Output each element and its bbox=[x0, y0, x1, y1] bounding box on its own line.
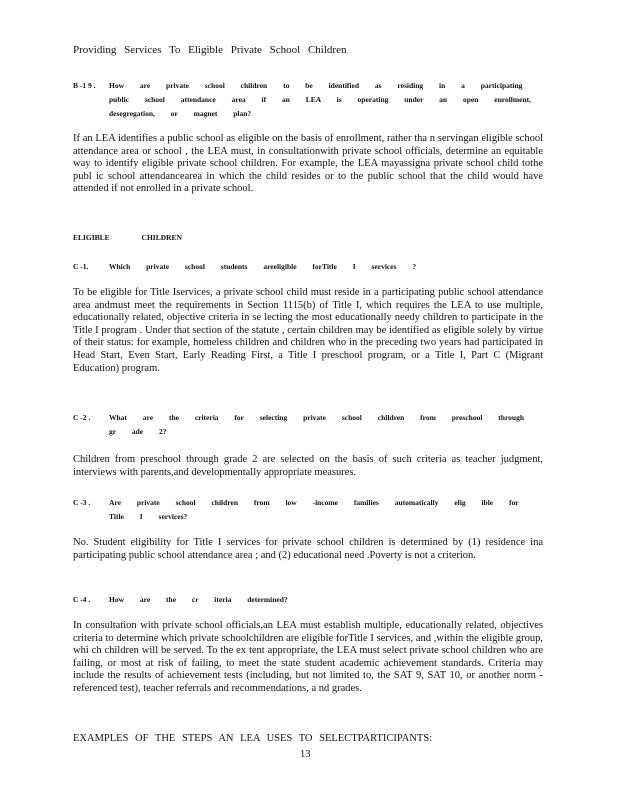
question-text: Are private school children from low -income families automatically elig ible for Title I services? bbox=[109, 498, 519, 521]
question-c1 bbox=[73, 260, 543, 274]
question-number: C -1. bbox=[73, 262, 89, 271]
answer-c1: To be eligible for Title Iservices, a private school child must reside in a participating public school attendance area andmust meet the requirements in Section 1115(b) of Title I, which requires the LEA to use multiple, educationally related, objective criteria in se lecting the most educationally needy children to participate in the Title I program . Under that section of the statute , certain children may be identified as eligible solely by virtue of their status: for example, homeless children and children who in the preceding two years had participated in Head Start, Even Start, Early Reading First, a Title I preschool program, or a Title I, Part C (Migrant Education) program. bbox=[73, 287, 543, 374]
question-text: How are the cr iteria determined? bbox=[109, 595, 288, 604]
page-number: 13 bbox=[300, 749, 311, 760]
question-c4 bbox=[73, 593, 543, 607]
question-text: What are the criteria for selecting private school children from preschool through gr ade 2? bbox=[109, 413, 525, 436]
question-number: C -2 . bbox=[73, 413, 91, 422]
question-c2 bbox=[73, 411, 543, 439]
question-number: B -1 9 . bbox=[73, 81, 96, 90]
answer-c3: No. Student eligibility for Title I services for private school children is determined by (1) residence ina participating public school attendance area ; and (2) educational need .Poverty is not a criterion. bbox=[73, 537, 543, 561]
question-text: Which private school students areeligible forTitle I services ? bbox=[109, 262, 417, 271]
answer-c2: Children from preschool through grade 2 are selected on the basis of such criteria as teacher judgment, interviews with parents,and developmentally appropriate measures. bbox=[73, 454, 543, 478]
question-number: C -3 . bbox=[73, 498, 91, 507]
question-b19 bbox=[73, 79, 543, 121]
question-number: C -4 . bbox=[73, 595, 91, 604]
running-head: Providing Services To Eligible Private School Children bbox=[73, 44, 347, 56]
question-c3 bbox=[73, 496, 543, 524]
answer-b19: If an LEA identifies a public school as eligible on the basis of enrollment, rather tha n servingan eligible school attendance area or school , the LEA must, in consultationwith private school officials, determine an equitable way to identify eligible private school children. For example, the LEA mayassigna private school child tothe publ ic school attendancearea in which the child resides or to the public school that the child would have attended if not enrolled in a private school. bbox=[73, 133, 543, 195]
section-heading: ELIGIBLE CHILDREN bbox=[73, 233, 182, 242]
examples-heading: EXAMPLES OF THE STEPS AN LEA USES TO SELECTPARTICIPANTS: bbox=[73, 733, 433, 744]
answer-c4: In consultation with private school officials,an LEA must establish multiple, educationally related, objectives criteria to determine which private schoolchildren are eligible forTitle I services, and ,within the eligible group, whi ch children will be served. To the ex tent appropriate, the LEA must select private school children who are failing, or most at risk of failing, to meet the state student academic achievement standards. Criteria may include the results of achievement tests (including, but not limited to, the SAT 9, SAT 10, or another norm -referenced test), teacher referrals and recommendations, a nd grades. bbox=[73, 620, 543, 694]
question-text: How are private school children to be identified as residing in a participating public school attendance area if an LEA is operating under an open enrollment, desegregation, or magnet plan? bbox=[109, 81, 531, 118]
